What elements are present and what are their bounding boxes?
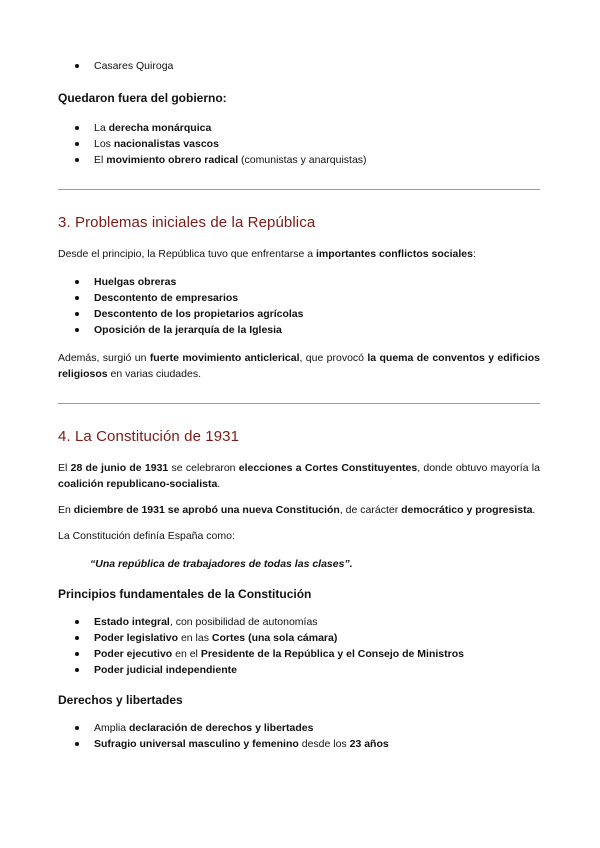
list-principios xyxy=(58,614,540,678)
list-fuera xyxy=(58,120,540,168)
paragraph: El 28 de junio de 1931 se celebraron elecciones a Cortes Constituyentes, donde obtuvo mayoría la coalición republicano-socialista. xyxy=(58,462,540,490)
list-item: Huelgas obreras xyxy=(58,274,540,290)
list-item: La derecha monárquica xyxy=(58,120,540,136)
document-page xyxy=(58,58,540,752)
list-item: Poder ejecutivo en el Presidente de la República y el Consejo de Ministros xyxy=(58,646,540,662)
heading-fuera: Quedaron fuera del gobierno: xyxy=(58,91,227,105)
list-item: El movimiento obrero radical (comunistas y anarquistas) xyxy=(58,152,540,168)
quote: “Una república de trabajadores de todas las clases”. xyxy=(90,558,353,570)
divider xyxy=(58,403,540,404)
bullet-icon xyxy=(75,652,79,656)
section-title-4: 4. La Constitución de 1931 xyxy=(58,428,240,445)
bullet-icon xyxy=(75,742,79,746)
list-item: Sufragio universal masculino y femenino desde los 23 años xyxy=(58,736,540,752)
bullet-icon xyxy=(75,64,79,68)
list-derechos xyxy=(58,720,540,752)
list-problemas xyxy=(58,274,540,338)
list-item: Estado integral, con posibilidad de autonomías xyxy=(58,614,540,630)
section-title-3: 3. Problemas iniciales de la República xyxy=(58,214,316,231)
bullet-icon xyxy=(75,636,79,640)
bullet-icon xyxy=(75,280,79,284)
list-top xyxy=(58,58,540,74)
paragraph: La Constitución definía España como: xyxy=(58,530,235,542)
bullet-icon xyxy=(75,296,79,300)
list-item: Oposición de la jerarquía de la Iglesia xyxy=(58,322,540,338)
list-item: Descontento de empresarios xyxy=(58,290,540,306)
list-item: Descontento de los propietarios agrícolas xyxy=(58,306,540,322)
bullet-icon xyxy=(75,668,79,672)
list-item: Casares Quiroga xyxy=(58,58,540,74)
bullet-icon xyxy=(75,726,79,730)
list-item: Amplia declaración de derechos y libertades xyxy=(58,720,540,736)
list-item: Poder judicial independiente xyxy=(58,662,540,678)
paragraph: Además, surgió un fuerte movimiento anticlerical, que provocó la quema de conventos y edificios religiosos en varias ciudades. xyxy=(58,352,541,380)
bullet-icon xyxy=(75,142,79,146)
paragraph: En diciembre de 1931 se aprobó una nueva Constitución, de carácter democrático y progresista. xyxy=(58,504,536,516)
paragraph: Desde el principio, la República tuvo que enfrentarse a importantes conflictos sociales: xyxy=(58,248,476,260)
divider xyxy=(58,189,540,190)
list-item: Poder legislativo en las Cortes (una sola cámara) xyxy=(58,630,540,646)
list-item: Los nacionalistas vascos xyxy=(58,136,540,152)
bullet-icon xyxy=(75,620,79,624)
bullet-icon xyxy=(75,312,79,316)
bullet-icon xyxy=(75,158,79,162)
heading-principios: Principios fundamentales de la Constitución xyxy=(58,587,312,601)
bullet-icon xyxy=(75,328,79,332)
heading-derechos: Derechos y libertades xyxy=(58,693,183,707)
bullet-icon xyxy=(75,126,79,130)
